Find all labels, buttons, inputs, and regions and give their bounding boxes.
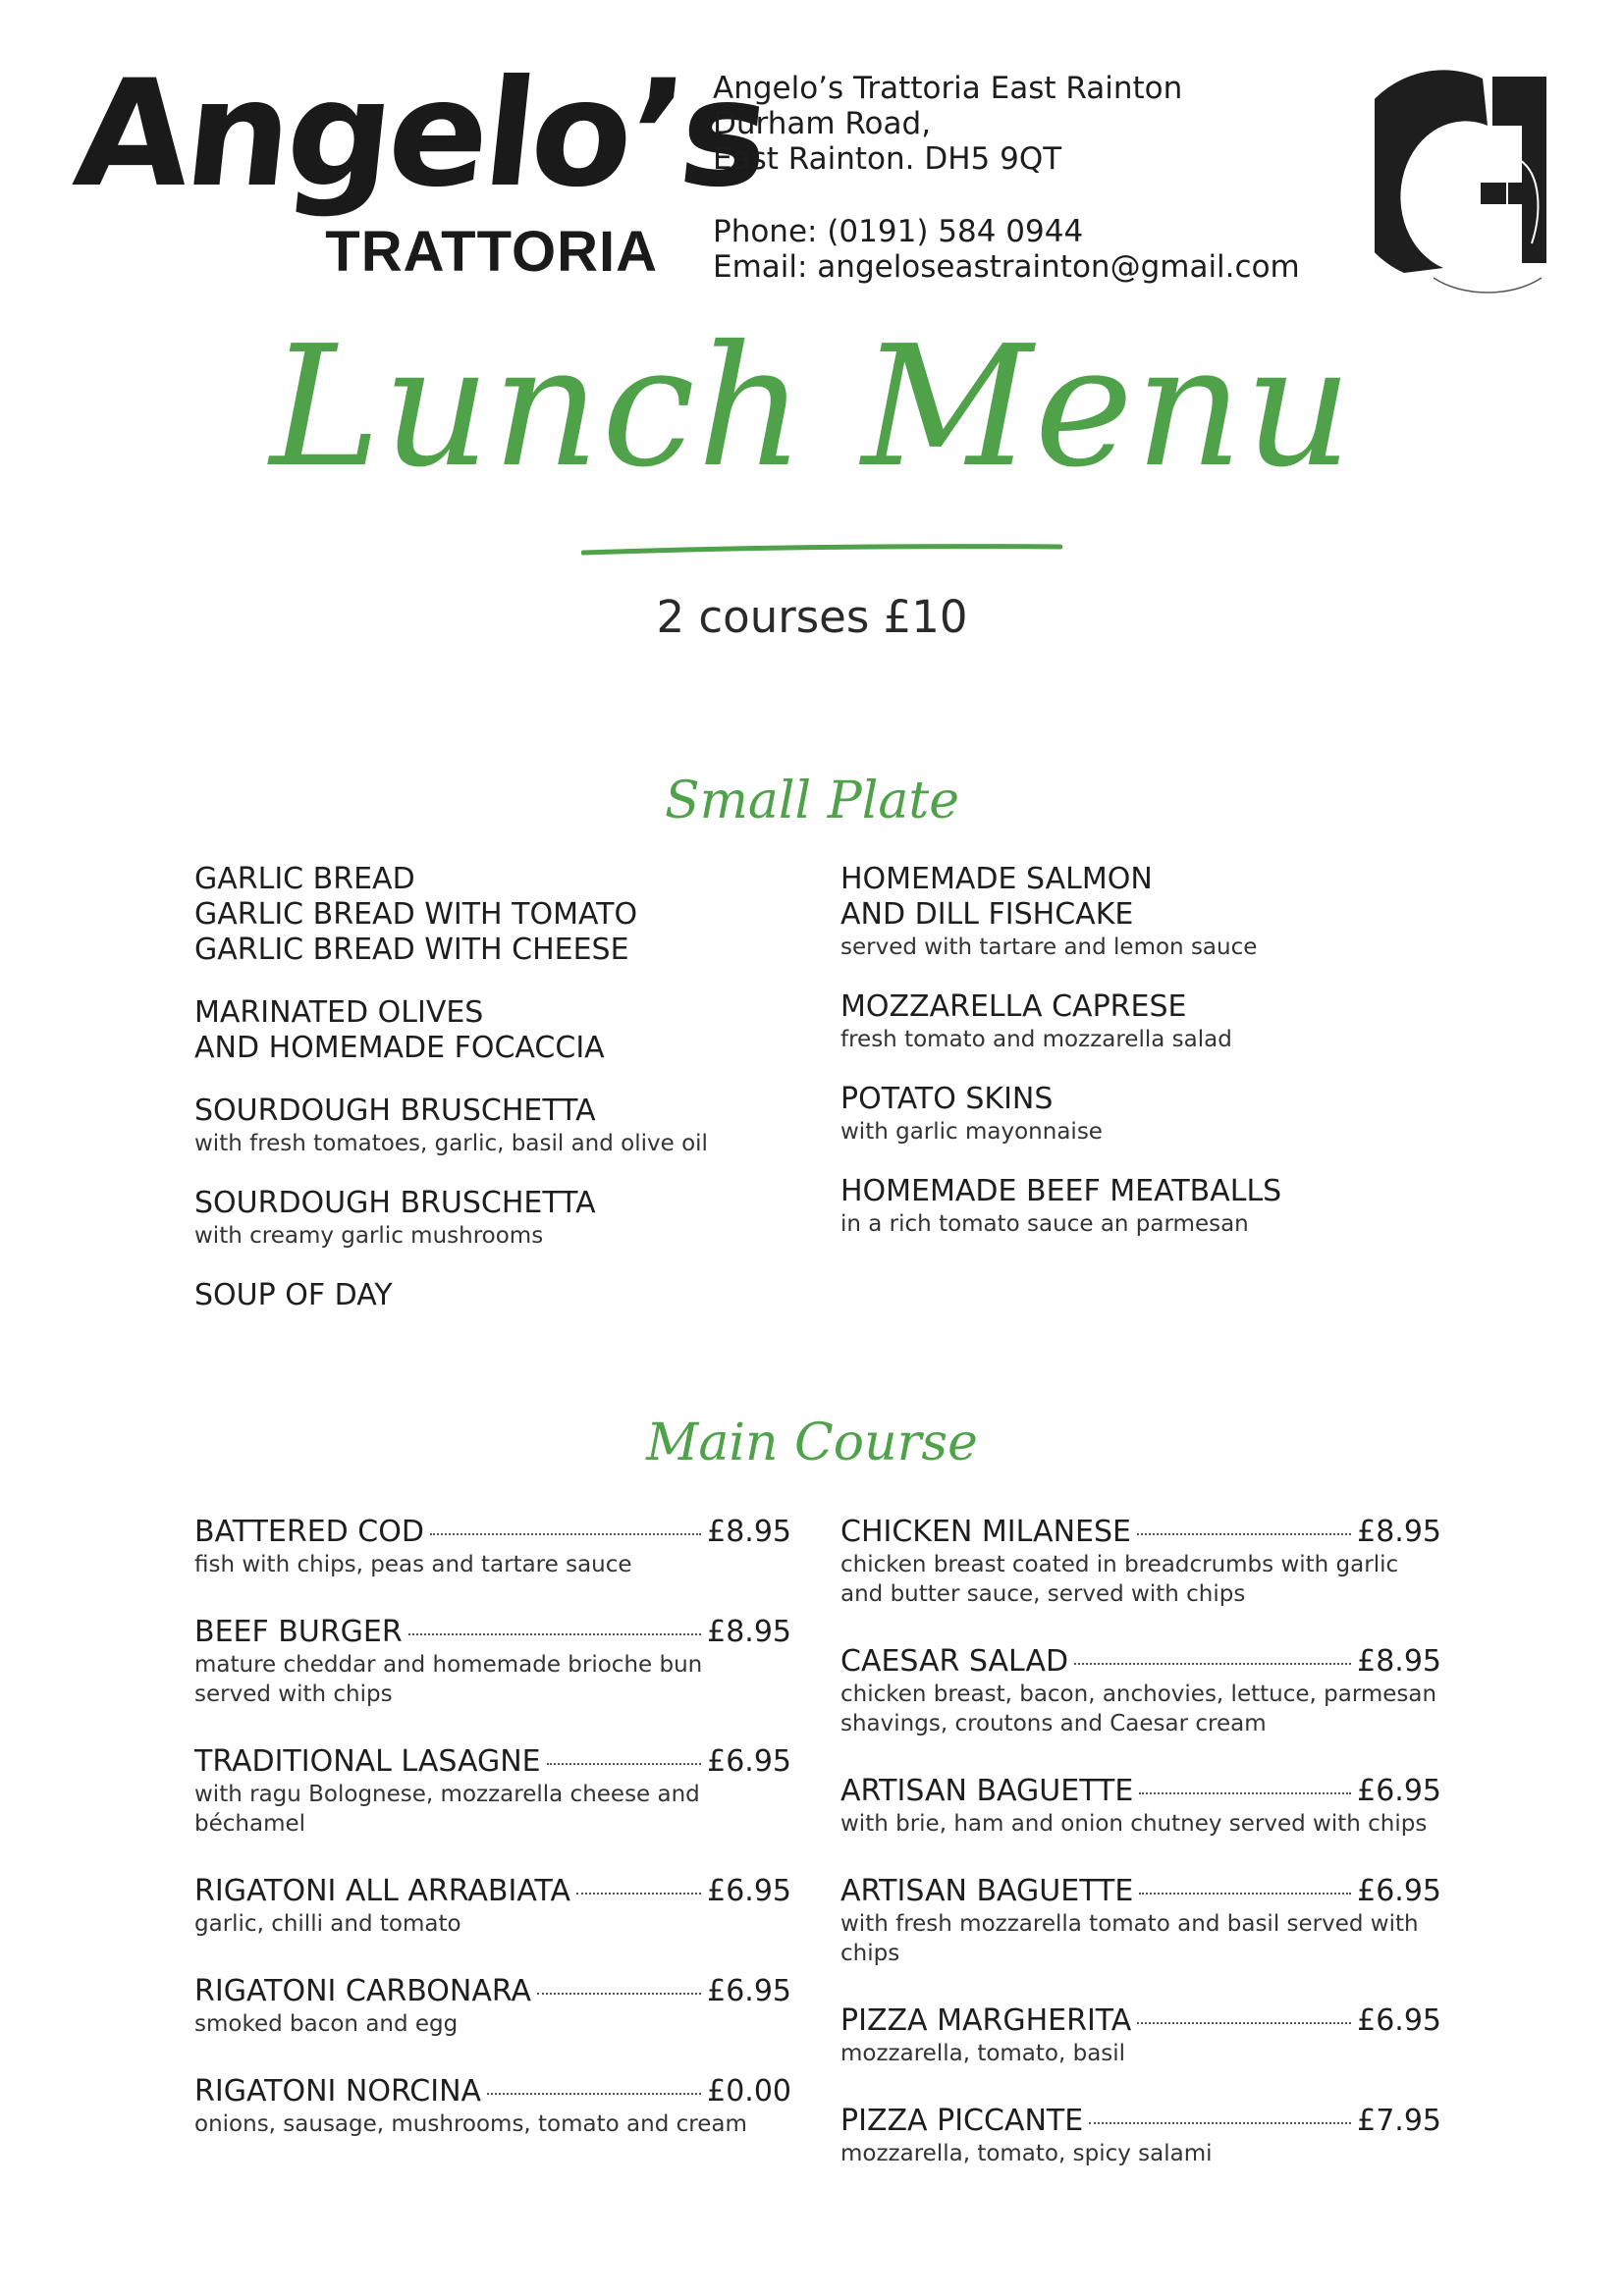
menu-item — [840, 862, 1449, 962]
dot-leader — [408, 1633, 701, 1635]
menu-item — [840, 1874, 1441, 1968]
item-name: PIZZA PICCANTE — [840, 2104, 1084, 2138]
small-plate-right-column — [840, 862, 1449, 1266]
item-name: CAESAR SALAD — [840, 1644, 1069, 1679]
menu-item — [840, 1515, 1441, 1609]
item-name: CHICKEN MILANESE — [840, 1515, 1131, 1549]
item-price: £6.95 — [707, 1744, 791, 1779]
menu-item — [194, 995, 803, 1066]
item-name: BATTERED COD — [194, 1515, 424, 1549]
item-name: MOZZARELLA CAPRESE — [840, 989, 1187, 1024]
item-description: with garlic mayonnaise — [840, 1119, 1103, 1145]
item-description: mature cheddar and homemade brioche bun served with chips — [194, 1652, 703, 1707]
item-price: £6.95 — [707, 1874, 791, 1908]
restaurant-name: Angelo’s Trattoria East Rainton — [713, 71, 1183, 106]
item-price: £6.95 — [1357, 2003, 1441, 2038]
item-name: SOURDOUGH BRUSCHETTA — [194, 1186, 596, 1220]
item-description: served with tartare and lemon sauce — [840, 934, 1258, 960]
dot-leader — [576, 1893, 701, 1895]
menu-item — [194, 1186, 803, 1251]
dot-leader — [547, 1763, 702, 1765]
item-price: £8.95 — [1357, 1515, 1441, 1549]
item-name: ARTISAN BAGUETTE — [840, 1874, 1134, 1908]
dot-leader — [537, 1993, 701, 1995]
item-description: with ragu Bolognese, mozzarella cheese and béchamel — [194, 1782, 700, 1837]
dot-leader — [1139, 1792, 1351, 1794]
item-name: POTATO SKINS — [840, 1082, 1054, 1116]
menu-item — [194, 1515, 791, 1579]
item-name: RIGATONI NORCINA — [194, 2074, 482, 2109]
item-description: with brie, ham and onion chutney served with chips — [840, 1811, 1428, 1837]
menu-item — [840, 2104, 1441, 2168]
menu-item — [840, 2003, 1441, 2068]
item-description: garlic, chilli and tomato — [194, 1911, 461, 1937]
item-name: RIGATONI CARBONARA — [194, 1974, 531, 2008]
item-name: SOUP OF DAY — [194, 1278, 393, 1312]
item-name: MARINATED OLIVES AND HOMEMADE FOCACCIA — [194, 995, 605, 1065]
dot-leader — [1137, 1533, 1351, 1535]
small-plate-heading: Small Plate — [664, 772, 959, 830]
item-price: £8.95 — [1357, 1644, 1441, 1679]
logo-subtitle: TRATTORIA — [325, 220, 658, 284]
menu-item — [194, 2074, 791, 2139]
item-description: mozzarella, tomato, spicy salami — [840, 2141, 1213, 2166]
item-name: SOURDOUGH BRUSCHETTA — [194, 1094, 596, 1128]
dot-leader — [1089, 2122, 1351, 2124]
main-course-right-column — [840, 1515, 1441, 2204]
item-name: HOMEMADE SALMON AND DILL FISHCAKE — [840, 862, 1153, 932]
menu-item — [194, 1744, 791, 1839]
item-price: £8.95 — [707, 1515, 791, 1549]
menu-title: Lunch Menu — [269, 310, 1355, 505]
main-course-left-column — [194, 1515, 791, 2174]
address-line-2: East Rainton. DH5 9QT — [713, 141, 1062, 177]
item-description: chicken breast coated in breadcrumbs with garlic and butter sauce, served with chips — [840, 1552, 1399, 1607]
item-price: £0.00 — [707, 2074, 791, 2109]
dot-leader — [487, 2093, 701, 2095]
item-description: with fresh mozzarella tomato and basil served with chips — [840, 1911, 1419, 1966]
item-name: TRADITIONAL LASAGNE — [194, 1744, 541, 1779]
item-description: chicken breast, bacon, anchovies, lettuce, parmesan shavings, croutons and Caesar cream — [840, 1682, 1437, 1736]
item-description: in a rich tomato sauce an parmesan — [840, 1211, 1249, 1237]
main-course-heading: Main Course — [646, 1414, 978, 1472]
menu-item — [840, 1082, 1449, 1147]
angelos-emblem-icon — [1375, 67, 1559, 302]
restaurant-logo — [67, 49, 774, 296]
item-name: GARLIC BREAD GARLIC BREAD WITH TOMATO GARLIC BREAD WITH CHEESE — [194, 862, 638, 967]
menu-item — [194, 1615, 791, 1709]
title-underline — [581, 543, 1062, 557]
address-line-1: Durham Road, — [713, 106, 932, 141]
email-address: Email: angeloseastrainton@gmail.com — [713, 249, 1300, 285]
dot-leader — [1139, 1893, 1351, 1895]
item-name: HOMEMADE BEEF MEATBALLS — [840, 1174, 1282, 1208]
item-name: PIZZA MARGHERITA — [840, 2003, 1132, 2038]
menu-item — [840, 1644, 1441, 1738]
menu-item — [194, 1278, 803, 1313]
item-description: fish with chips, peas and tartare sauce — [194, 1552, 632, 1577]
menu-item — [194, 862, 803, 968]
phone-number: Phone: (0191) 584 0944 — [713, 214, 1084, 249]
item-name: RIGATONI ALL ARRABIATA — [194, 1874, 571, 1908]
menu-item — [840, 989, 1449, 1054]
item-name: ARTISAN BAGUETTE — [840, 1774, 1134, 1808]
logo-wordmark: Angelo’s — [67, 49, 774, 220]
menu-subtitle: 2 courses £10 — [656, 591, 968, 643]
dot-leader — [1074, 1663, 1351, 1665]
emblem-text: angelo’s — [1407, 121, 1474, 251]
menu-item — [840, 1774, 1441, 1839]
item-price: £6.95 — [1357, 1774, 1441, 1808]
dot-leader — [430, 1533, 701, 1535]
menu-item — [194, 1094, 803, 1158]
item-name: BEEF BURGER — [194, 1615, 403, 1649]
item-description: with fresh tomatoes, garlic, basil and olive oil — [194, 1131, 708, 1156]
menu-item — [194, 1874, 791, 1939]
item-description: mozzarella, tomato, basil — [840, 2041, 1126, 2066]
item-description: fresh tomato and mozzarella salad — [840, 1027, 1232, 1052]
small-plate-left-column — [194, 862, 803, 1341]
item-price: £6.95 — [707, 1974, 791, 2008]
menu-item — [194, 1974, 791, 2039]
item-price: £8.95 — [707, 1615, 791, 1649]
contact-block — [713, 71, 1300, 285]
menu-item — [840, 1174, 1449, 1239]
item-description: smoked bacon and egg — [194, 2011, 459, 2037]
item-description: onions, sausage, mushrooms, tomato and cream — [194, 2111, 747, 2137]
dot-leader — [1137, 2022, 1351, 2024]
item-price: £6.95 — [1357, 1874, 1441, 1908]
item-description: with creamy garlic mushrooms — [194, 1223, 544, 1249]
item-price: £7.95 — [1357, 2104, 1441, 2138]
